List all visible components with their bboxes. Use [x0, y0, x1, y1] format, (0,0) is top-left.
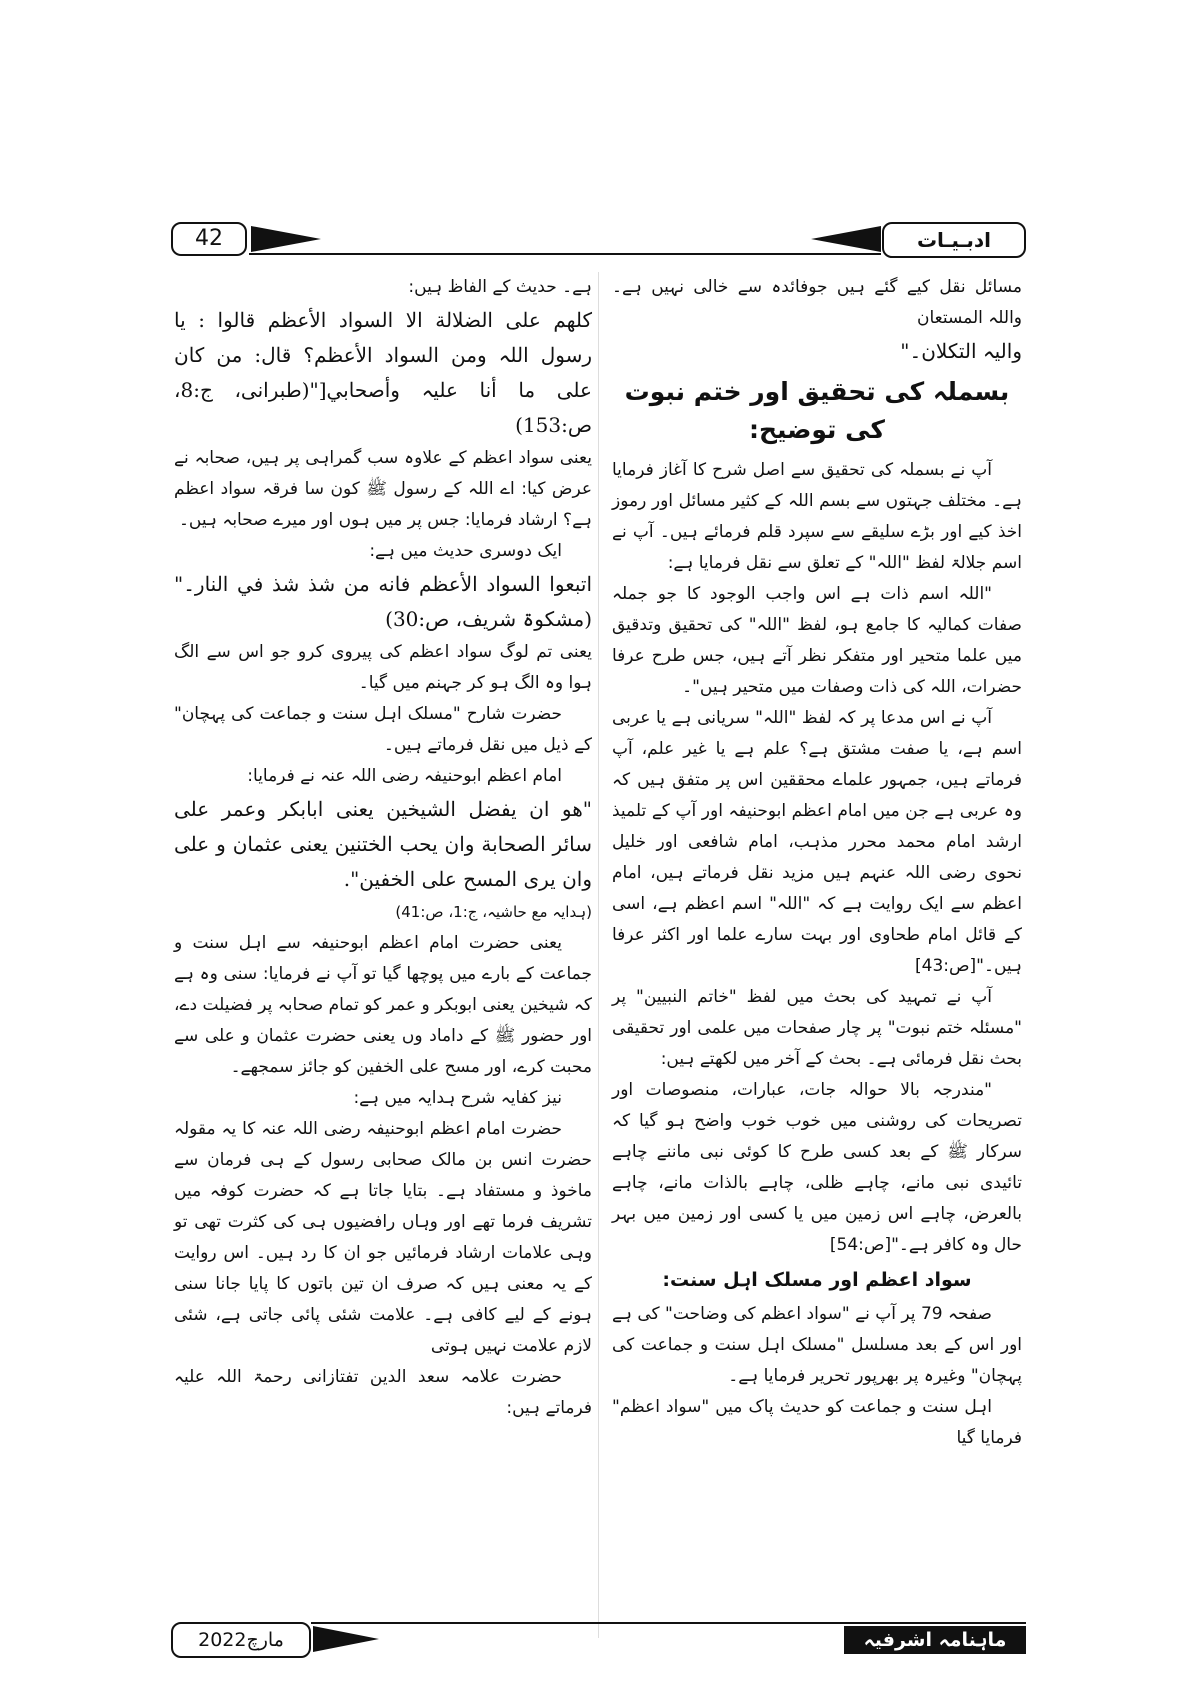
subheading: سواد اعظم اور مسلک اہل سنت: [662, 1269, 972, 1291]
section-heading: بسملہ کی تحقیق اور ختم نبوت کی توضیح: [624, 377, 1010, 444]
header-right-wedge [811, 226, 881, 252]
paragraph: یعنی سواد اعظم کے علاوہ سب گمراہی پر ہیں، صحابہ نے عرض کیا: اے اللہ کے رسول ﷺ کون سا فرقہ سواد اعظم ہے؟ ارشاد فرمایا: جس پر میں ہوں اور میرے صحابہ ہیں۔ [174, 448, 592, 530]
page-footer [171, 1622, 1026, 1662]
paragraph: یعنی حضرت امام اعظم ابوحنیفہ سے اہل سنت و جماعت کے بارے میں پوچھا گیا تو آپ نے فرمایا: سنی وہ ہے کہ شیخین یعنی ابوبکر و عمر کو تمام صحابہ پر فضیلت دے، اور حضور ﷺ کے داماد وں یعنی حضرت عثمان و علی سے محبت کرے، اور مسح علی الخفین کو جائز سمجھے۔ [174, 933, 592, 1077]
reference: (ہدایہ مع حاشیہ، ج:1، ص:41) [395, 903, 592, 921]
issue-date: مارچ2022 [171, 1622, 311, 1658]
paragraph: آپ نے اس مدعا پر کہ لفظ "اللہ" سریانی ہے یا عربی اسم ہے، یا صفت مشتق ہے؟ علم ہے یا غیر علم، آپ فرماتے ہیں، جمہور علماے محققین اس پر متفق ہیں کہ وہ عربی ہے جن میں امام اعظم ابوحنیفہ اور آپ کے تلمیذ ارشد امام محمد محرر مذہب، امام شافعی اور خلیل نحوی رضی اللہ عنہم ہیں مزید نقل فرماتے ہیں، امام اعظم سے ایک روایت ہے کہ "اللہ" اسم اعظم ہے، اسی کے قائل امام طحاوی اور بہت سارے علما اور اکثر عرفا ہیں۔"[ص:43] [612, 708, 1022, 976]
paragraph: حضرت علامہ سعد الدین تفتازانی رحمۃ اللہ علیہ فرماتے ہیں: [174, 1367, 592, 1418]
paragraph: حضرت شارح "مسلک اہل سنت و جماعت کی پہچان" کے ذیل میں نقل فرماتے ہیں۔ [174, 704, 592, 755]
header-left-wedge [251, 226, 321, 252]
paragraph: اہل سنت و جماعت کو حدیث پاک میں "سواد اعظم" فرمایا گیا [612, 1397, 1022, 1448]
quote-paragraph: "مندرجہ بالا حوالہ جات، عبارات، منصوصات اور تصریحات کی روشنی میں خوب خوب واضح ہو گیا کہ سرکار ﷺ کے بعد کسی طرح کا کوئی نبی ماننے چاہے تائیدی نبی مانے، چاہے ظلی، چاہے بالذات مانے، چاہے بالعرض، چاہے اس زمین میں یا کسی اور زمین میں بہر حال وہ کافر ہے۔"[ص:54] [612, 1080, 1022, 1255]
paragraph: حضرت امام اعظم ابوحنیفہ رضی اللہ عنہ کا یہ مقولہ حضرت انس بن مالک صحابی رسول کے ہی فرمان سے ماخوذ و مستفاد ہے۔ بتایا جاتا ہے کہ حضرت کوفہ میں تشریف فرما تھے اور وہاں رافضیوں ہی کی کثرت تھی تو وہی علامات ارشاد فرمائیں جو ان کا رد ہیں۔ اس روایت کے یہ معنی ہیں کہ صرف ان تین باتوں کا پایا جانا سنی ہونے کے لیے کافی ہے۔ علامت شئی پائی جاتی ہے، شئی لازم علامت نہیں ہوتی [174, 1119, 592, 1356]
footer-wedge [313, 1626, 379, 1652]
arabic-text: والیہ التکلان۔" [900, 339, 1022, 363]
paragraph: امام اعظم ابوحنیفہ رضی اللہ عنہ نے فرمایا: [247, 766, 562, 786]
arabic-quote: "ھو ان یفضل الشیخین یعنی ابابکر وعمر علی سائر الصحابة وان یحب الختنین یعنی عثمان و علی وان یری المسح علی الخفین". [174, 797, 592, 891]
section-label: ادبـيـات [882, 222, 1026, 258]
paragraph: مسائل نقل کیے گئے ہیں جوفائدہ سے خالی نہیں ہے۔ واللہ المستعان [612, 277, 1022, 328]
footer-rule [311, 1622, 1026, 1624]
magazine-name: ماہنامہ اشرفیہ [844, 1626, 1026, 1654]
quote-paragraph: "اللہ اسم ذات ہے اس واجب الوجود کا جو جملہ صفات کمالیہ کا جامع ہو، لفظ "اللہ" کی تحقیق وتدقیق میں علما متحیر اور متفکر نظر آتے ہیں، جس طرح عرفا حضرات، اللہ کی ذات وصفات میں متحیر ہیں"۔ [612, 584, 1022, 697]
right-column [612, 272, 1022, 1454]
page-number: 42 [171, 222, 247, 256]
arabic-hadith: کلھم علی الضلالة الا السواد الأعظم قالوا : یا رسول اللہ ومن السواد الأعظم؟ قال: من کان علی ما أنا علیہ وأصحابي["(طبرانی، ج:8، ص:153) [174, 308, 592, 437]
paragraph: صفحہ 79 پر آپ نے "سواد اعظم کی وضاحت" کی ہے اور اس کے بعد مسلسل "مسلک اہل سنت و جماعت کی پہچان" وغیرہ پر بھرپور تحریر فرمایا ہے۔ [612, 1304, 1022, 1386]
paragraph: ایک دوسری حدیث میں ہے: [369, 541, 562, 561]
paragraph: ہے۔ حدیث کے الفاظ ہیں: [408, 277, 592, 297]
paragraph: نیز کفایہ شرح ہدایہ میں ہے: [353, 1088, 562, 1108]
left-column [174, 272, 592, 1424]
header-rule [249, 253, 881, 255]
page-header [171, 220, 1026, 264]
arabic-hadith: اتبعوا السواد الأعظم فانه من شذ شذ في النار۔"(مشکوۃ شریف، ص:30) [174, 572, 592, 631]
column-divider [598, 272, 599, 1638]
paragraph: یعنی تم لوگ سواد اعظم کی پیروی کرو جو اس سے الگ ہوا وہ الگ ہو کر جہنم میں گیا۔ [174, 642, 592, 693]
paragraph: آپ نے تمہید کی بحث میں لفظ "خاتم النبیین" پر "مسئلہ ختم نبوت" پر چار صفحات میں علمی اور تحقیقی بحث نقل فرمائی ہے۔ بحث کے آخر میں لکھتے ہیں: [612, 987, 1022, 1069]
paragraph: آپ نے بسملہ کی تحقیق سے اصل شرح کا آغاز فرمایا ہے۔ مختلف جہتوں سے بسم اللہ کے کثیر مسائل اور رموز اخذ کیے اور بڑے سلیقے سے سپرد قلم فرمائے ہیں۔ آپ نے اسم جلالۃ لفظ "اللہ" کے تعلق سے نقل فرمایا ہے: [612, 460, 1022, 573]
